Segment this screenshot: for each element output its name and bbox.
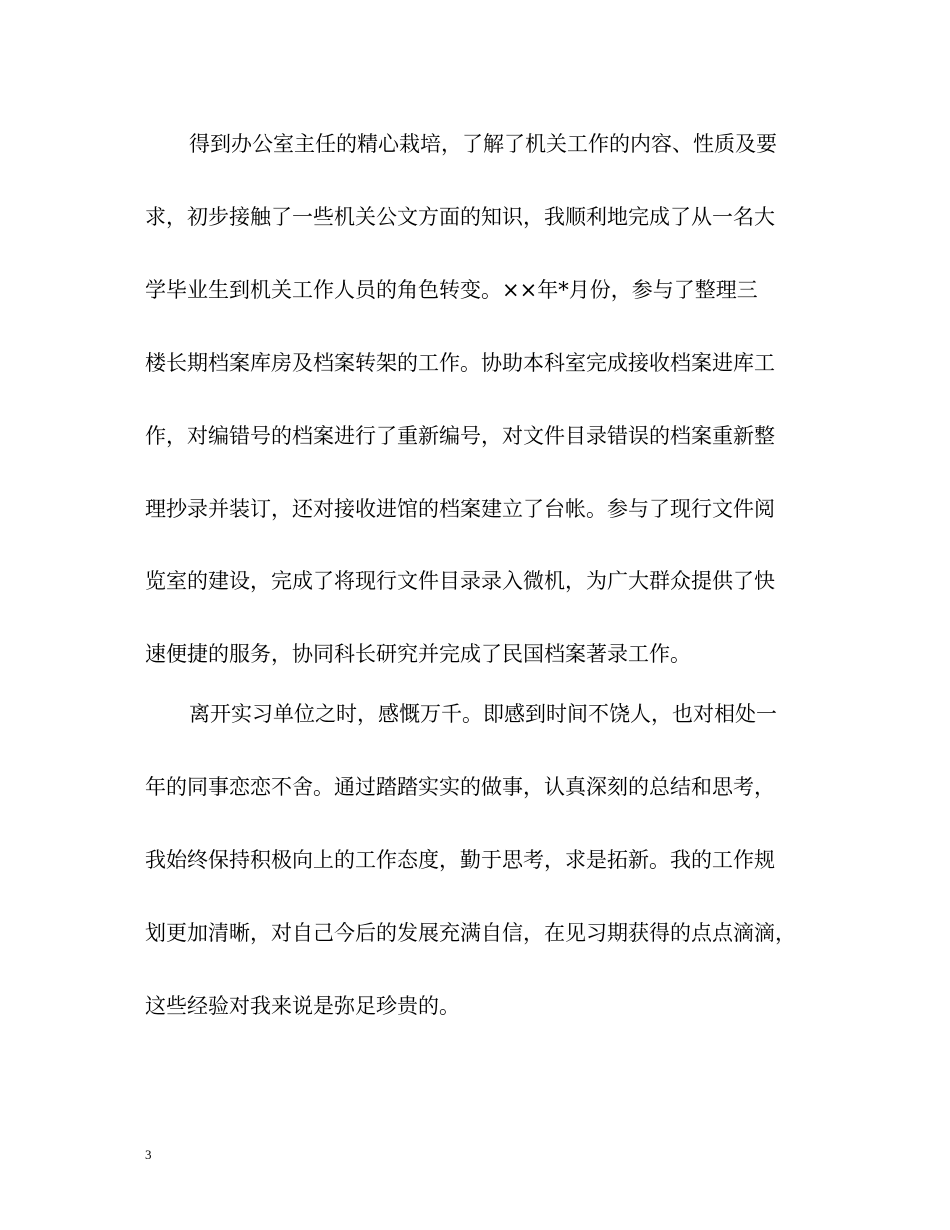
paragraph-2-line-1: 离开实习单位之时，感慨万千。即感到时间不饶人，也对相处一 [189,702,777,726]
paragraph-1-line-4: 楼长期档案库房及档案转架的工作。协助本科室完成接收档案进库工 [145,351,775,375]
paragraph-2-line-5: 这些经验对我来说是弥足珍贵的。 [145,994,460,1018]
paragraph-1-line-5: 作，对编错号的档案进行了重新编号，对文件目录错误的档案重新整 [145,424,775,448]
paragraph-1-line-8: 速便捷的服务，协同科长研究并完成了民国档案著录工作。 [145,642,691,666]
paragraph-1-line-1: 得到办公室主任的精心栽培，了解了机关工作的内容、性质及要 [189,132,777,156]
page-number: 3 [145,1147,152,1162]
paragraph-2-line-2: 年的同事恋恋不舍。通过踏踏实实的做事，认真深刻的总结和思考， [145,775,775,799]
paragraph-1-line-3: 学毕业生到机关工作人员的角色转变。××年*月份，参与了整理三 [145,278,758,302]
paragraph-2-line-4: 划更加清晰，对自己今后的发展充满自信，在见习期获得的点点滴滴， [145,921,796,945]
paragraph-1-line-6: 理抄录并装订，还对接收进馆的档案建立了台帐。参与了现行文件阅 [145,497,775,521]
paragraph-2-line-3: 我始终保持积极向上的工作态度，勤于思考，求是拓新。我的工作规 [145,848,775,872]
paragraph-1-line-7: 览室的建设，完成了将现行文件目录录入微机，为广大群众提供了快 [145,569,775,593]
paragraph-1-line-2: 求，初步接触了一些机关公文方面的知识，我顺利地完成了从一名大 [145,205,775,229]
